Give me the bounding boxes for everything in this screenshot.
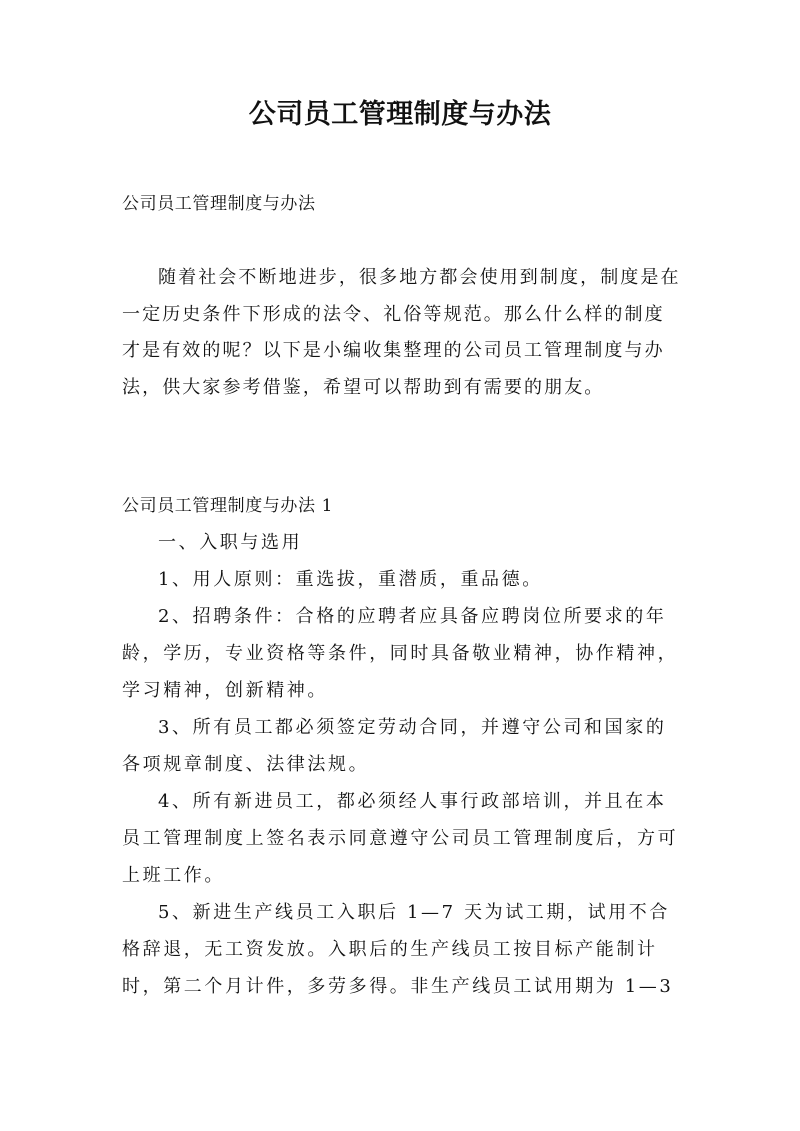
paragraph-labor-contract: 3、所有员工都必须签定劳动合同，并遵守公司和国家的各项规章制度、法律法规。 [122, 717, 667, 775]
section-1 [122, 488, 682, 1005]
document-subtitle: 公司员工管理制度与办法 [122, 194, 316, 214]
paragraph-probation-period: 5、新进生产线员工入职后 1—7 天为试工期，试用不合格辞退，无工资发放。入职后的生产线员工按目标产能制计时，第二个月计件，多劳多得。非生产线员工试用期为 1—3 [122, 902, 674, 997]
paragraph-new-employee-training: 4、所有新进员工，都必须经人事行政部培训，并且在本员工管理制度上签名表示同意遵守公司员工管理制度后，方可上班工作。 [122, 791, 679, 886]
intro-paragraph: 随着社会不断地进步，很多地方都会使用到制度，制度是在一定历史条件下形成的法令、礼俗等规范。那么什么样的制度才是有效的呢？以下是小编收集整理的公司员工管理制度与办法，供大家参考借鉴，希望可以帮助到有需要的朋友。 [122, 267, 681, 398]
paragraph-recruitment-conditions: 2、招聘条件：合格的应聘者应具备应聘岗位所要求的年龄，学历，专业资格等条件，同时具备敬业精神，协作精神，学习精神，创新精神。 [122, 606, 679, 701]
section-heading: 公司员工管理制度与办法 1 [122, 496, 334, 516]
document-title: 公司员工管理制度与办法 [248, 99, 552, 130]
intro-block [122, 260, 682, 406]
paragraph-employment-principle: 1、用人原则：重选拔，重潜质，重品德。 [158, 569, 543, 590]
paragraph-entry-selection: 一、入职与选用 [158, 532, 303, 553]
